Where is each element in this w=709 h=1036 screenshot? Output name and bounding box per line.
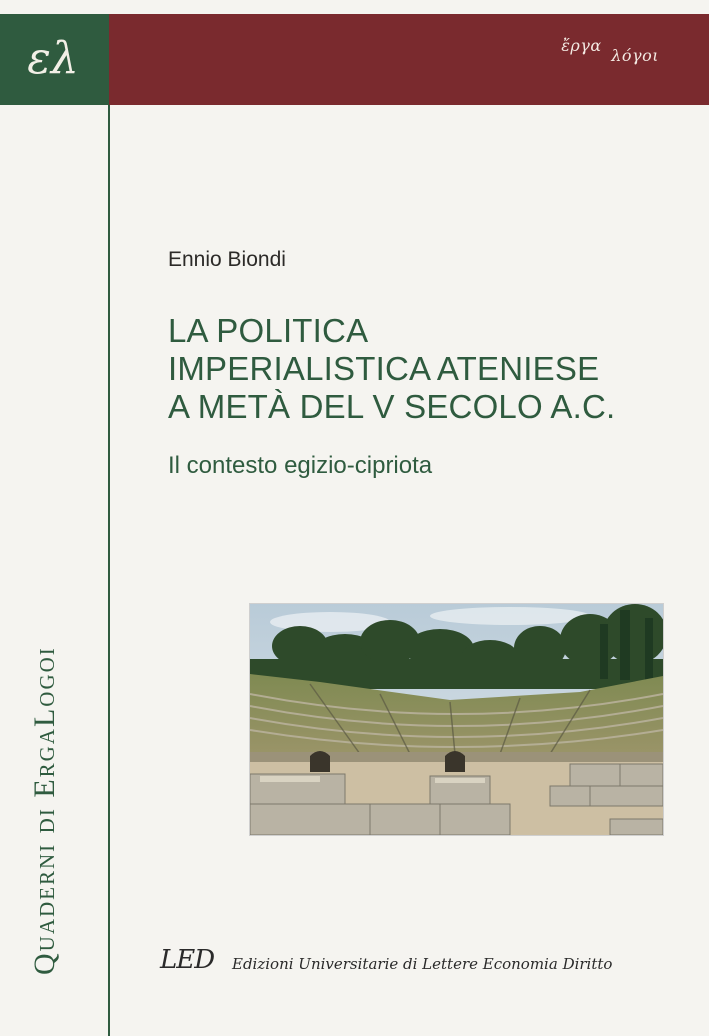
publisher-name: Edizioni Universitarie di Lettere Economia Diritto (232, 955, 613, 973)
title-line: A METÀ DEL V SECOLO A.C. (168, 388, 616, 425)
series-vertical-title: Quaderni di ErgaLogoi (28, 646, 61, 975)
series-greek-word-erga: ἔργα (561, 36, 602, 55)
cover-photo-theatre-ruins (249, 603, 664, 836)
title-line: IMPERIALISTICA ATENIESE (168, 350, 600, 387)
series-greek-word-logoi: λόγοι (611, 46, 659, 65)
author-name: Ennio Biondi (168, 248, 286, 271)
vertical-divider (108, 105, 110, 1036)
book-subtitle: Il contesto egizio-cipriota (168, 452, 433, 479)
book-title (168, 312, 615, 426)
publisher-logo: LED (160, 945, 215, 975)
theatre-ruins-image (250, 604, 663, 835)
title-line: LA POLITICA (168, 312, 369, 349)
series-greek-title (561, 36, 659, 65)
series-logo-icon: ελ (27, 33, 79, 84)
